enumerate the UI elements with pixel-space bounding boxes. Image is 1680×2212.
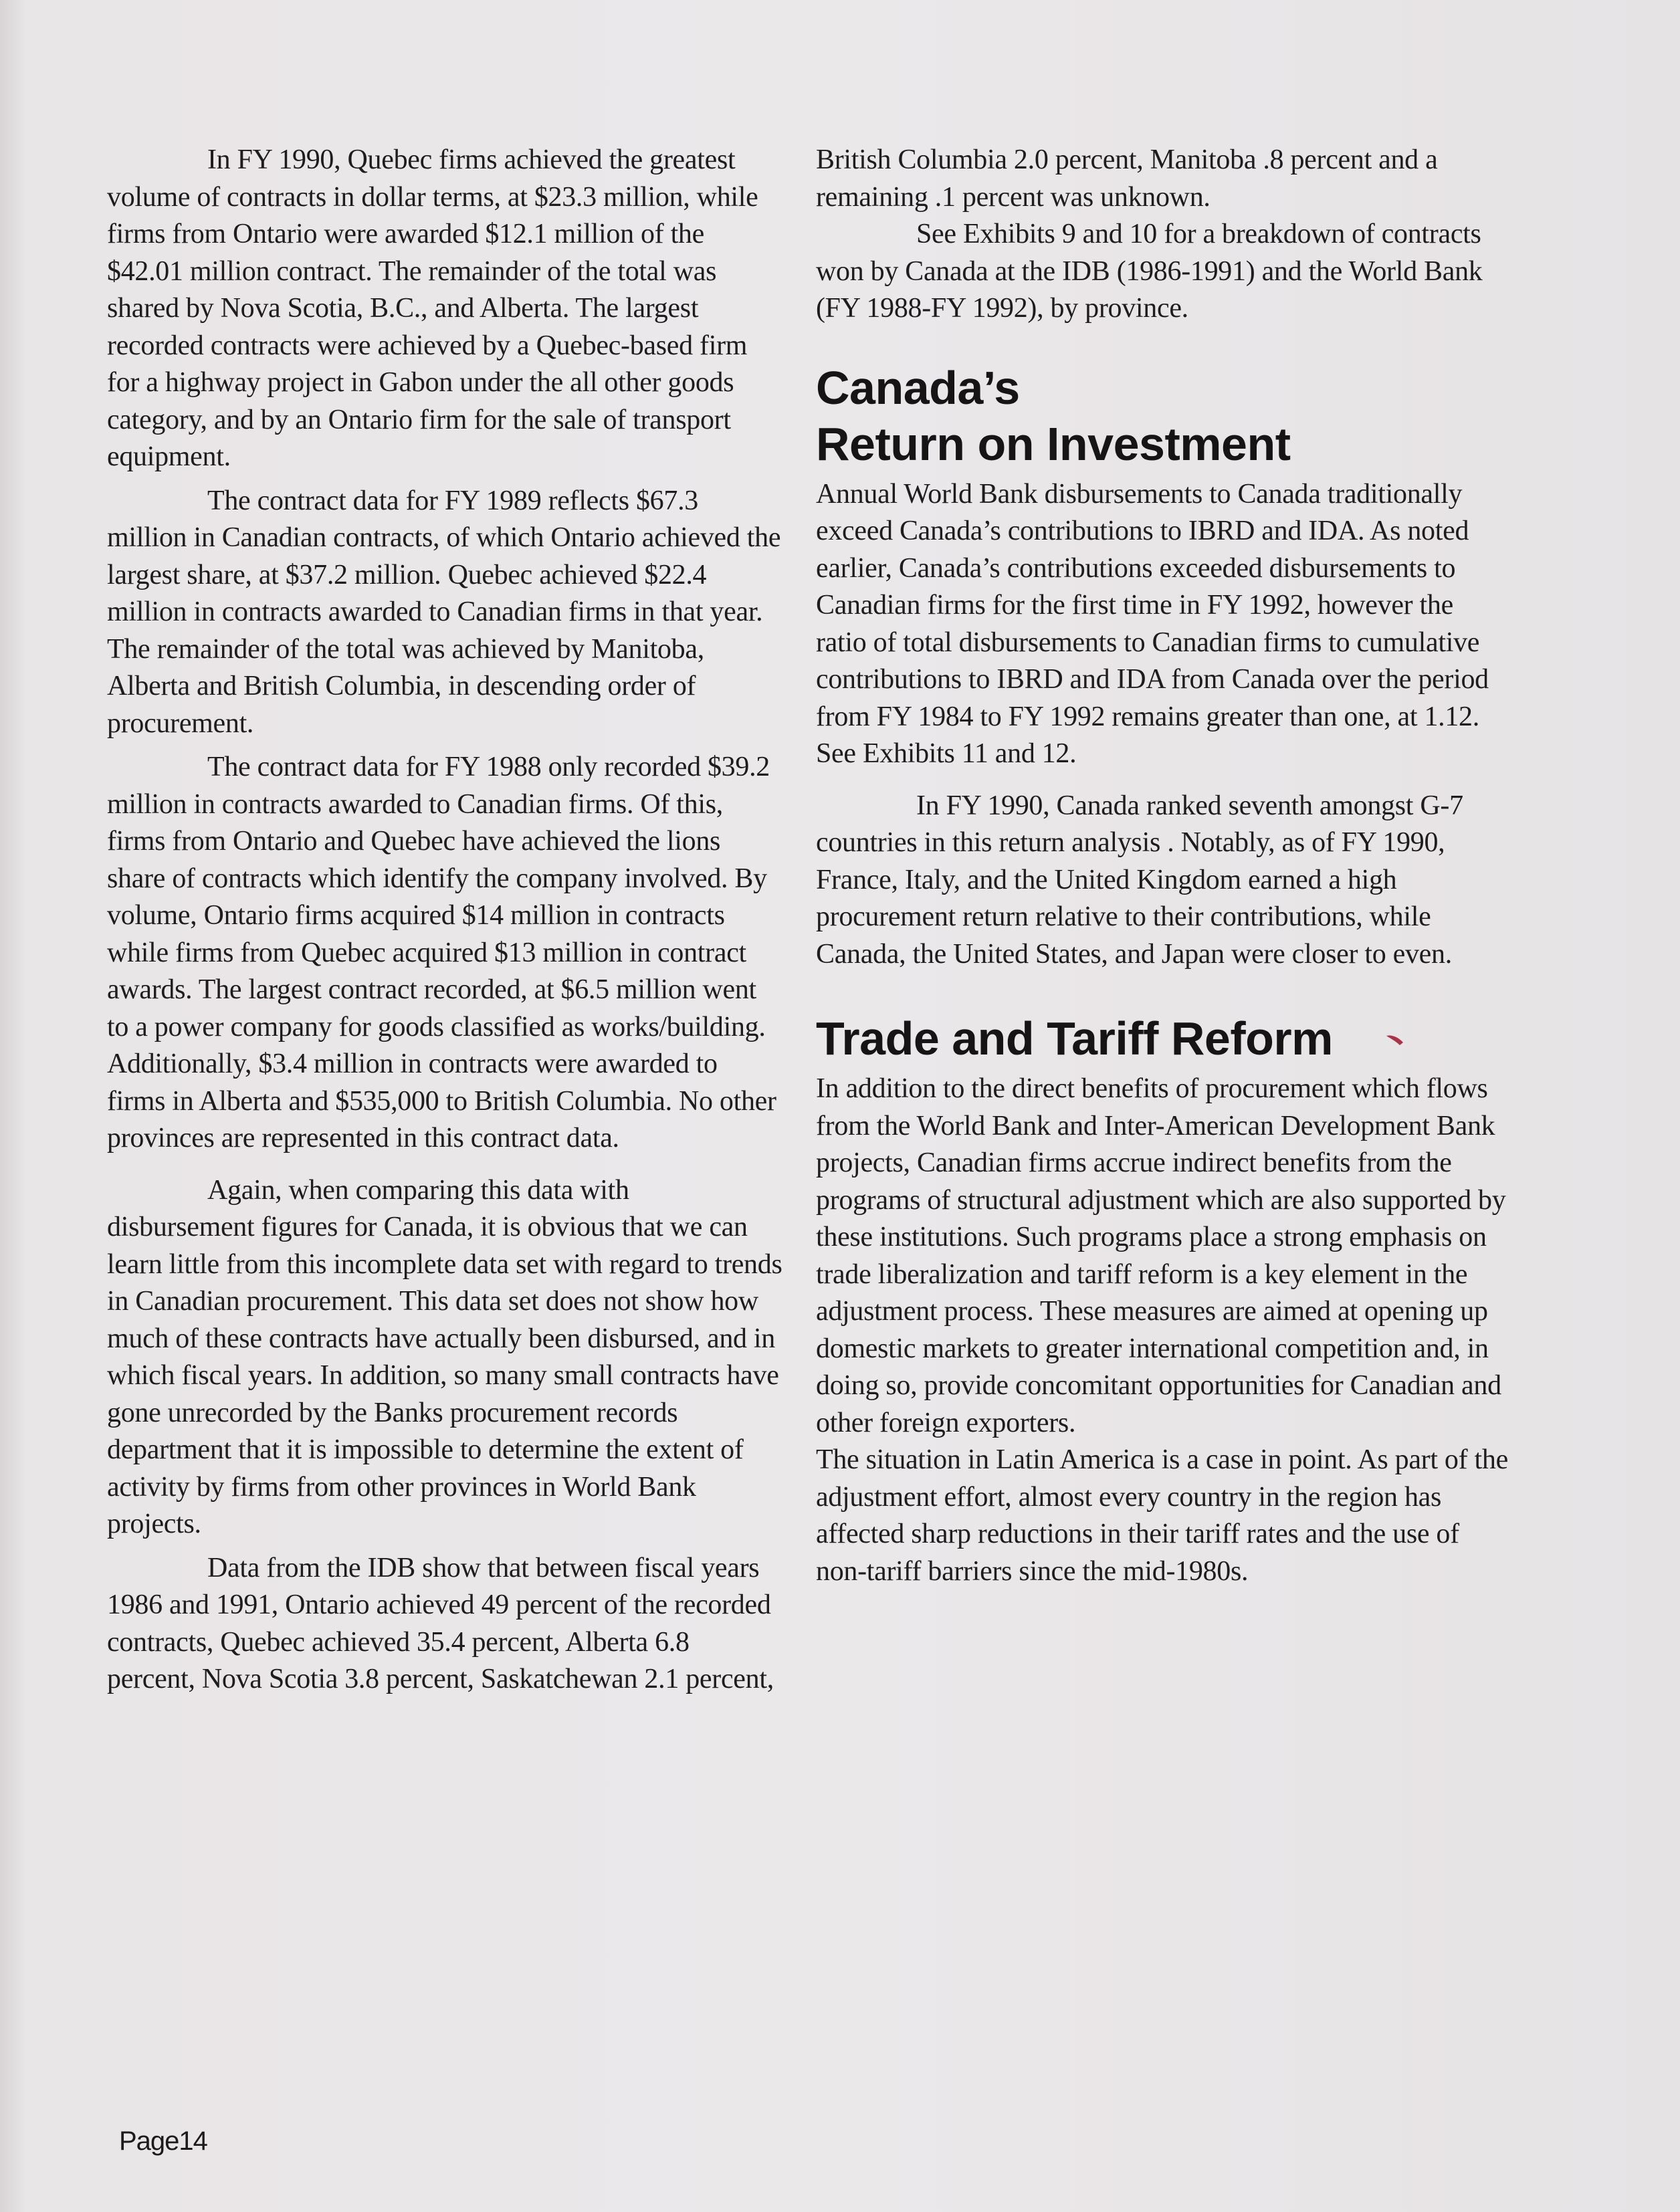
- page-number: Page14: [119, 2126, 207, 2156]
- paragraph-idb-continued: British Columbia 2.0 percent, Manitoba .8 percent and a remaining .1 percent was unknown.: [816, 144, 1438, 213]
- paragraph-latin-america: The situation in Latin America is a case in point. As part of the adjustment effort, almost every country in the region has affected sharp reductions in their tariff rates and the use of non-tariff barriers since the mid-1980s.: [816, 1444, 1508, 1587]
- paragraph-disbursement-comparison: Again, when comparing this data with disbursement figures for Canada, it is obvious that we can learn little from this incomplete data set with regard to trends in Canadian procurement. This data set does not show how much of these contracts have actually been disbursed, and in which fiscal years. In addition, so many small contracts have gone unrecorded by the Banks procurement records department that it is impossible to determine the extent of activity by firms from other provinces in World Bank projects.: [107, 1174, 782, 1539]
- left-column: [107, 142, 782, 1698]
- paragraph-disbursements: Annual World Bank disbursements to Canada traditionally exceed Canada’s contributions to IBRD and IDA. As noted earlier, Canada’s contributions exceeded disbursements to Canadian firms for the first time in FY 1992, however the ratio of total disbursements to Canadian firms to cumulative contributions to IBRD and IDA from Canada over the period from FY 1984 to FY 1992 remains greater than one, at 1.12. See Exhibits 11 and 12.: [816, 478, 1489, 769]
- paragraph-fy1990-quebec: In FY 1990, Quebec firms achieved the greatest volume of contracts in dollar terms, at $23.3 million, while firms from Ontario were awarded $12.1 million of the $42.01 million contract. The remainder of the total was shared by Nova Scotia, B.C., and Alberta. The largest recorded contracts were achieved by a Quebec-based firm for a highway project in Gabon under the all other goods category, and by an Ontario firm for the sale of transport equipment.: [107, 144, 758, 472]
- paragraph-g7-ranking: In FY 1990, Canada ranked seventh amongst G-7 countries in this return analysis . Notably, as of FY 1990, France, Italy, and the United Kingdom earned a high procurement return relative to their contributions, while Canada, the United States, and Japan were closer to even.: [816, 790, 1463, 970]
- paragraph-fy1988: The contract data for FY 1988 only recorded $39.2 million in contracts awarded to Canadian firms. Of this, firms from Ontario and Quebec have achieved the lions share of contracts which identify the company involved. By volume, Ontario firms acquired $14 million in contracts while firms from Quebec acquired $13 million in contract awards. The largest contract recorded, at $6.5 million went to a power company for goods classified as works/building. Additionally, $3.4 million in contracts were awarded to firms in Alberta and $535,000 to British Columbia. No other provinces are represented in this contract data.: [107, 752, 776, 1153]
- pen-mark-icon: [1385, 1033, 1405, 1049]
- paragraph-idb-data: Data from the IDB show that between fiscal years 1986 and 1991, Ontario achieved 49 percent of the recorded contracts, Quebec achieved 35.4 percent, Alberta 6.8 percent, Nova Scotia 3.8 percent, Saskatchewan 2.1 percent,: [107, 1552, 774, 1694]
- heading-return-on-investment: [816, 360, 1508, 472]
- heading-line-return: Return on Investment: [816, 417, 1291, 470]
- paragraph-see-exhibits: See Exhibits 9 and 10 for a breakdown of contracts won by Canada at the IDB (1986-1991) and the World Bank (FY 1988-FY 1992), by province.: [816, 219, 1483, 324]
- heading-line-canadas: Canada’s: [816, 361, 1020, 414]
- right-column: [816, 142, 1508, 1590]
- heading-trade-tariff-reform: Trade and Tariff Reform: [816, 1012, 1333, 1065]
- paragraph-trade-benefits: In addition to the direct benefits of procurement which flows from the World Bank and Inter-American Development Bank projects, Canadian firms accrue indirect benefits from the programs of structural adjustment which are also supported by these institutions. Such programs place a strong emphasis on trade liberalization and tariff reform is a key element in the adjustment process. These measures are aimed at opening up domestic markets to greater international competition and, in doing so, provide concomitant opportunities for Canadian and other foreign exporters.: [816, 1073, 1506, 1438]
- paragraph-fy1989: The contract data for FY 1989 reflects $67.3 million in Canadian contracts, of which Ontario achieved the largest share, at $37.2 million. Quebec achieved $22.4 million in contracts awarded to Canadian firms in that year. The remainder of the total was achieved by Manitoba, Alberta and British Columbia, in descending order of procurement.: [107, 485, 781, 739]
